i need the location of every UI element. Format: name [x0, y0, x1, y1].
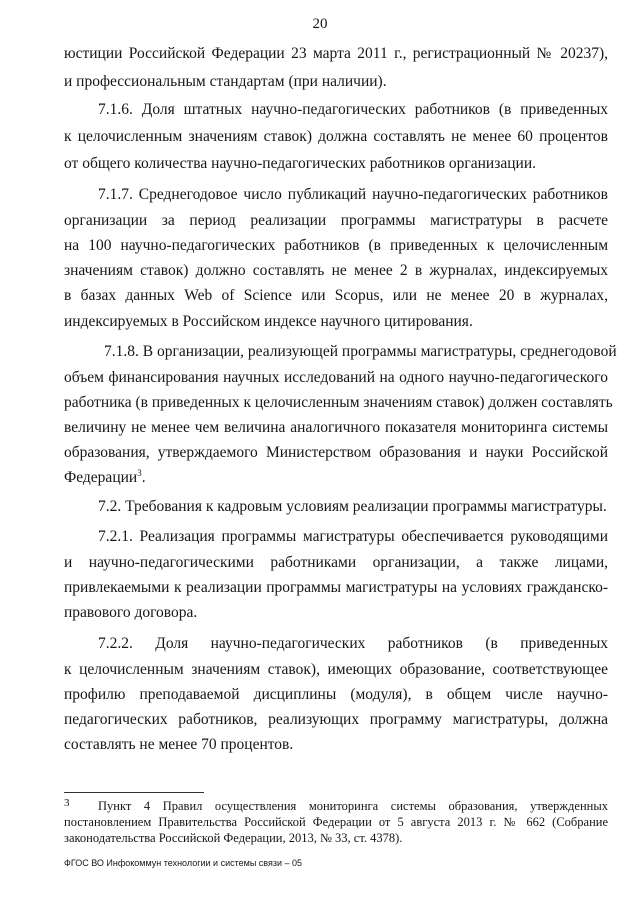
text-line: в базах данных Web of Science или Scopus, или не менее 20 в журналах,: [64, 287, 608, 304]
text-line: 7.1.6. Доля штатных научно-педагогических работников (в приведенных: [98, 101, 608, 118]
text-line: привлекаемыми к реализации программы магистратуры на условиях гражданско-: [64, 579, 608, 596]
text-line: индексируемых в Российском индексе научного цитирования.: [64, 313, 473, 330]
text-line: работника (в приведенных к целочисленным значениям ставок) должен составлять: [64, 394, 613, 411]
text-line: 7.2.1. Реализация программы магистратуры обеспечивается руководящими: [98, 528, 608, 545]
text-line: 7.1.8. В организации, реализующей программы магистратуры, среднегодовой: [104, 343, 617, 360]
text-line: на 100 научно-педагогических работников (в приведенных к целочисленным: [64, 237, 608, 254]
footnote-ref: 3: [137, 467, 142, 478]
footnote-line: законодательства Российской Федерации, 2013, № 33, ст. 4378).: [64, 831, 403, 845]
text-line: юстиции Российской Федерации 23 марта 2011 г., регистрационный № 20237),: [64, 45, 608, 62]
page-number: 20: [312, 16, 328, 32]
text-line: и профессиональным стандартам (при наличии).: [64, 73, 387, 90]
period: .: [141, 469, 146, 486]
footnote-marker: 3: [64, 797, 70, 809]
document-footer: ФГОС ВО Инфокоммун технологии и системы связи – 05: [64, 858, 303, 868]
text-line: организации за период реализации программы магистратуры в расчете: [64, 212, 608, 229]
text-line: образования, утверждаемого Министерством образования и науки Российской: [64, 444, 608, 461]
text-line: к целочисленным значениям ставок) должна составлять не менее 60 процентов: [64, 128, 608, 145]
text-line: [64, 468, 608, 488]
text-line-content: Федерации: [64, 469, 138, 486]
text-line: 7.1.7. Среднегодовое число публикаций научно-педагогических работников: [98, 186, 608, 203]
text-line: величину не менее чем величина аналогичного показателя мониторинга системы: [64, 419, 608, 436]
section-heading: 7.2. Требования к кадровым условиям реализации программы магистратуры.: [98, 498, 607, 515]
footnote-line: Пункт 4 Правил осуществления мониторинга системы образования, утвержденных: [98, 799, 608, 813]
text-line: правового договора.: [64, 604, 198, 621]
footnote-divider: [64, 792, 204, 793]
footnote-line: постановлением Правительства Российской Федерации от 5 августа 2013 г. № 662 (Собрание: [64, 815, 608, 829]
text-line: значениям ставок) должно составлять не менее 2 в журналах, индексируемых: [64, 262, 608, 279]
text-line: профилю преподаваемой дисциплины (модуля), в общем числе научно-: [64, 686, 608, 703]
text-line: от общего количества научно-педагогических работников организации.: [64, 155, 536, 172]
text-line: к целочисленным значениям ставок), имеющих образование, соответствующее: [64, 661, 608, 678]
text-line: педагогических работников, реализующих программу магистратуры, должна: [64, 711, 608, 728]
text-line: объем финансирования научных исследований на одного научно-педагогического: [64, 369, 608, 386]
text-line: и научно-педагогическими работниками организации, а также лицами,: [64, 554, 608, 571]
text-line: составлять не менее 70 процентов.: [64, 736, 294, 753]
text-line: 7.2.2. Доля научно-педагогических работников (в приведенных: [98, 635, 608, 652]
